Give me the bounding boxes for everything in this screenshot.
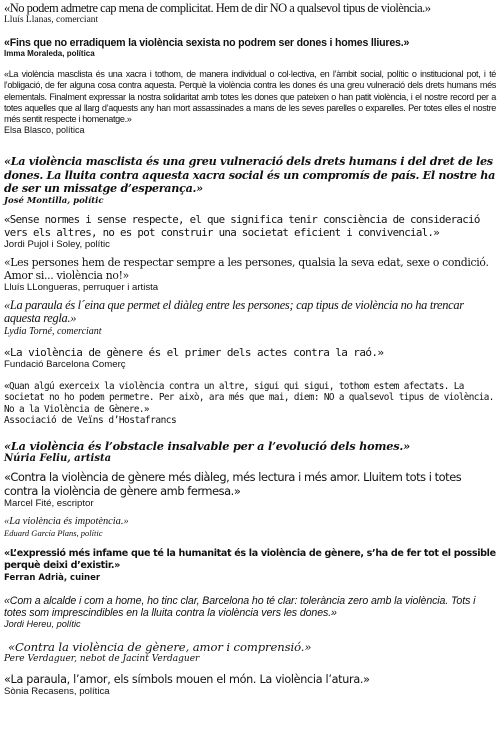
quote-text: «No podem admetre cap mena de complicitat. Hem de dir NO a qualsevol tipus de violència.» bbox=[4, 1, 431, 15]
quote-text: «Les persones hem de respectar sempre a les persones, qualsia la seva edat, sexe o condició. Amor si... violència no!» bbox=[4, 256, 489, 283]
quote-text: «La violència masclista és una xacra i tothom, de manera individual o col·lectiva, en l’àmbit social, polític o institucional pot, i té l’obligació, de fer alguna cosa contra aquesta. Perquè la violència contra les dones és una greu vulneració dels drets humans més elementals. Finalment expressar la nostra solidaritat amb totes les dones que pateixen o han patit violència, i el nostre record per a totes aquelles que al llarg d’aquests any han mort assassinades a mans de les seves parelles o exparelles. Per totes elles el nostre més sentit respecte i homenatge.» bbox=[4, 69, 496, 125]
quote-block bbox=[4, 2, 496, 37]
quote-block bbox=[4, 299, 496, 346]
quote-text: «La violència és impotència.» bbox=[4, 516, 129, 527]
quote-author: Sònia Recasens, política bbox=[4, 686, 110, 698]
quote-text: «Fins que no erradiquem la violència sexista no podrem ser dones i homes lliures.» bbox=[4, 37, 410, 49]
quote-block bbox=[4, 213, 496, 256]
quote-author: Marcel Fité, escriptor bbox=[4, 498, 94, 509]
quote-text: «La violència és l’obstacle insalvable per a l’evolució dels homes.» bbox=[4, 439, 410, 453]
quote-text: «Quan algú exerceix la violència contra un altre, sigui qui sigui, tothom estem afectats. La societat no ho podem permetre. Per això, ara més que mai, diem: NO a qualsevol tipus de violència. No a la Violència de Gènere.» bbox=[4, 381, 494, 415]
quote-block bbox=[4, 516, 496, 548]
quote-text: «L’expressió més infame que té la humanitat és la violència de gènere, s’ha de fer tot el possible perquè deixi d’existir.» bbox=[4, 548, 496, 572]
quote-author: Eduard García Plans, polític bbox=[4, 528, 103, 538]
quote-block bbox=[4, 673, 496, 701]
quote-author: Ferran Adrià, cuiner bbox=[4, 572, 101, 583]
quote-author: José Montilla, polític bbox=[4, 195, 104, 206]
quote-block bbox=[4, 440, 496, 470]
quote-block bbox=[4, 641, 496, 673]
quote-author: Fundació Barcelona Comerç bbox=[4, 359, 126, 370]
quote-author: Jordi Pujol i Soley, polític bbox=[4, 239, 110, 251]
quote-block bbox=[4, 155, 496, 213]
quote-author: Núria Feliu, artista bbox=[4, 453, 112, 464]
quote-block bbox=[4, 470, 496, 516]
quote-author: Lluís Llanas, comerciant bbox=[4, 15, 99, 25]
quote-text: «La paraula és l´eina que permet el diàleg entre les persones; cap tipus de violència no ha trencar aquesta regla.» bbox=[4, 298, 464, 326]
quote-text: «Contra la violència de gènere més diàleg, més lectura i més amor. Lluitem tots i totes contra la violència de gènere amb fermesa.» bbox=[4, 470, 462, 498]
quote-author: Associació de Veïns d’Hostafrancs bbox=[4, 414, 177, 426]
quote-block bbox=[4, 548, 496, 595]
quote-block bbox=[4, 69, 496, 155]
quote-author: Pere Verdaguer, nebot de Jacint Verdaguer bbox=[4, 654, 200, 664]
quote-text: «Com a alcalde i com a home, ho tinc clar, Barcelona ho té clar: tolerància zero amb la violència. Tots i totes som imprescindibles en la lluita contra la violència vers les dones.» bbox=[4, 595, 476, 620]
quote-author: Lluís LLongueras, perruquer i artista bbox=[4, 282, 159, 294]
quote-text: «La violència de gènere és el primer dels actes contra la raó.» bbox=[4, 346, 384, 359]
quote-block bbox=[4, 381, 496, 440]
quote-text: «Contra la violència de gènere, amor i comprensió.» bbox=[8, 640, 312, 654]
quote-block bbox=[4, 256, 496, 299]
quote-author: Imma Moraleda, política bbox=[4, 49, 95, 58]
quote-author: Elsa Blasco, política bbox=[4, 125, 85, 136]
quote-text: «La violència masclista és una greu vulneració dels drets humans i del dret de les dones. La lluita contra aquesta xacra social és un compromís de país. El nostre ha de ser un missatge d’esperança.» bbox=[4, 154, 496, 196]
quote-text: «La paraula, l’amor, els símbols mouen el món. La violència l’atura.» bbox=[4, 673, 370, 686]
quote-block bbox=[4, 346, 496, 381]
quote-author: Lydia Torné, comerciant bbox=[4, 325, 102, 337]
quote-block bbox=[4, 595, 496, 641]
quote-block bbox=[4, 37, 496, 69]
quote-text: «Sense normes i sense respecte, el que significa tenir consciència de consideració vers els altres, no es pot construir una societat eficient i convivencial.» bbox=[4, 213, 480, 240]
quote-author: Jordi Hereu, polític bbox=[4, 619, 81, 630]
